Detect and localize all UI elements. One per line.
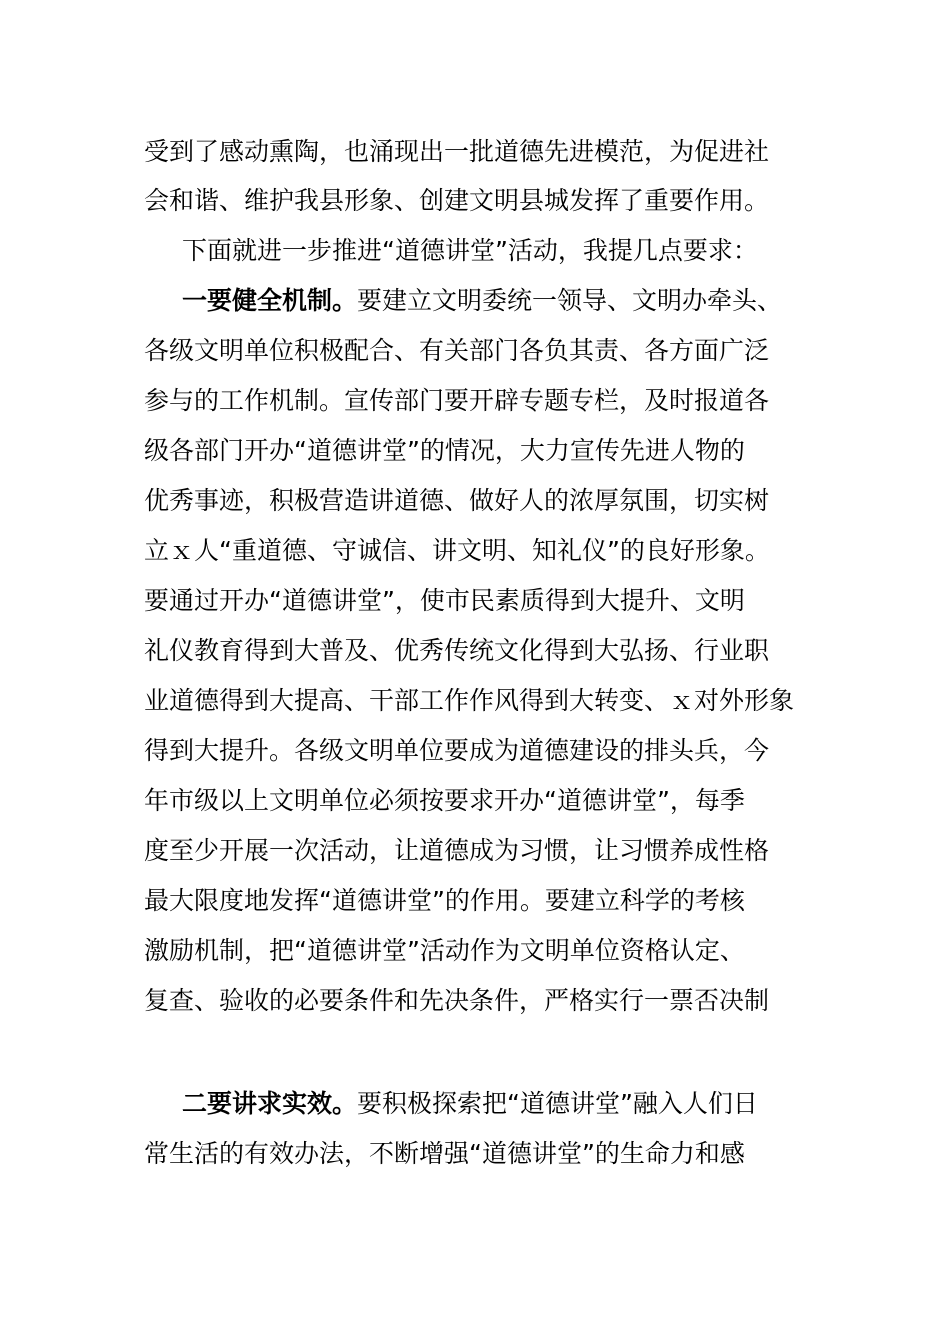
paragraph-line: 优秀事迹，积极营造讲道德、做好人的浓厚氛围，切实树 [144,486,770,515]
paragraph-line [182,1084,758,1124]
paragraph-line: 得到大提升。各级文明单位要成为道德建设的排头兵，今 [144,736,770,765]
section-heading-2: 二要讲求实效。 [182,1089,358,1118]
paragraph-text: 要积极探索把“道德讲堂”融入人们日 [357,1089,758,1118]
paragraph-line [182,281,782,321]
paragraph-line: 会和谐、维护我县形象、创建文明县城发挥了重要作用。 [144,186,770,215]
paragraph-line: 最大限度地发挥“道德讲堂”的作用。要建立科学的考核 [144,886,745,915]
paragraph-line: 复查、验收的必要条件和先决条件，严格实行一票否决制 [144,986,770,1015]
paragraph-line: 礼仪教育得到大普及、优秀传统文化得到大弘扬、行业职 [144,636,770,665]
paragraph-line: 参与的工作机制。宣传部门要开辟专题专栏，及时报道各 [144,386,770,415]
paragraph-line: 下面就进一步推进“道德讲堂”活动，我提几点要求： [182,236,758,265]
paragraph-line: 年市级以上文明单位必须按要求开办“道德讲堂”，每季 [144,786,745,815]
paragraph-line: 要通过开办“道德讲堂”，使市民素质得到大提升、文明 [144,586,745,615]
paragraph-line: 立ｘ人“重道德、守诚信、讲文明、知礼仪”的良好形象。 [144,536,770,565]
paragraph-line: 级各部门开办“道德讲堂”的情况，大力宣传先进人物的 [144,436,745,465]
paragraph-line: 各级文明单位积极配合、有关部门各负其责、各方面广泛 [144,336,770,365]
paragraph-text: 要建立文明委统一领导、文明办牵头、 [357,286,783,315]
section-heading-1: 一要健全机制。 [182,286,358,315]
paragraph-line: 受到了感动熏陶，也涌现出一批道德先进模范，为促进社 [144,137,770,166]
paragraph-line: 激励机制，把“道德讲堂”活动作为文明单位资格认定、 [144,936,745,965]
paragraph-line: 业道德得到大提高、干部工作作风得到大转变、ｘ对外形象 [144,686,795,715]
paragraph-line: 常生活的有效办法，不断增强“道德讲堂”的生命力和感 [144,1139,745,1168]
paragraph-line: 度至少开展一次活动，让道德成为习惯，让习惯养成性格 [144,836,770,865]
